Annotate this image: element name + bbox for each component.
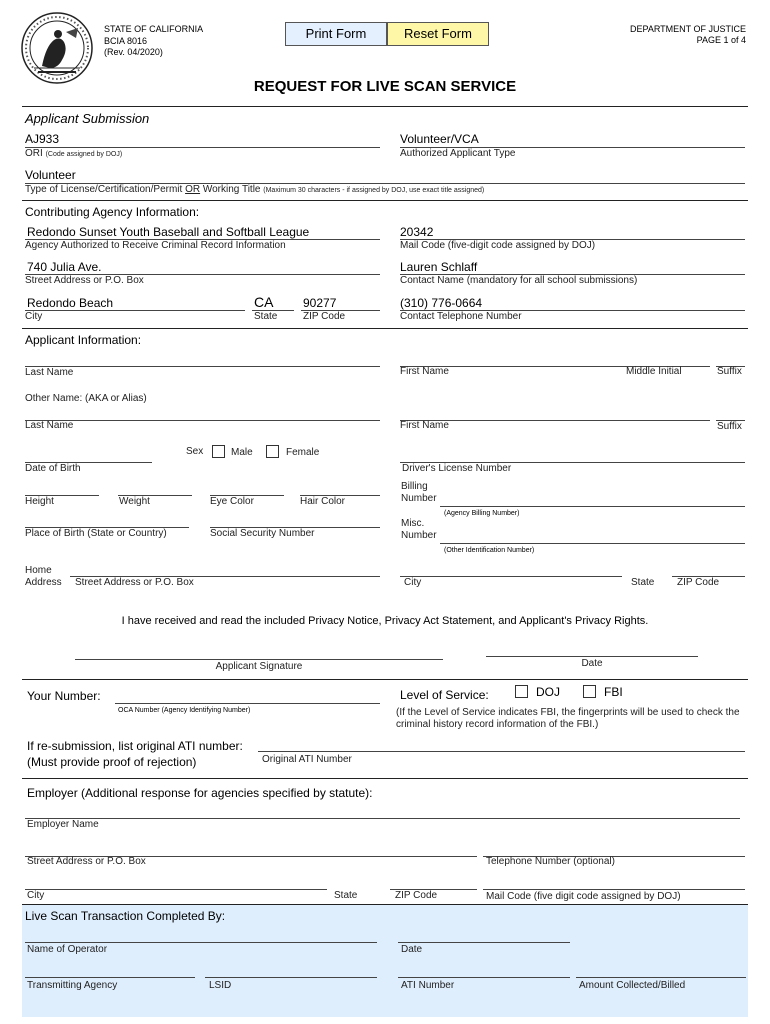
misc-label-1: Misc. <box>401 518 425 529</box>
place-of-birth-label: Place of Birth (State or Country) <box>25 528 167 539</box>
operator-name-label: Name of Operator <box>27 944 108 955</box>
billing-note: (Agency Billing Number) <box>444 510 520 517</box>
dob-label: Date of Birth <box>25 463 81 474</box>
privacy-statement: I have received and read the included Privacy Notice, Privacy Act Statement, and Applicant's Privacy Rights. <box>121 615 649 627</box>
agency-city-label: City <box>25 311 43 322</box>
form-number: BCIA 8016 <box>104 36 148 46</box>
home-state-label: State <box>631 577 655 588</box>
transmitting-agency-label: Transmitting Agency <box>27 980 118 991</box>
weight-label: Weight <box>119 496 150 507</box>
license-title-label: Type of License/Certification/Permit OR Working Title (Maximum 30 characters - if assigned by DOJ, use exact title assigned) <box>25 184 485 195</box>
home-zip-label: ZIP Code <box>677 577 720 588</box>
page-number: PAGE 1 of 4 <box>696 35 746 45</box>
height-label: Height <box>25 496 54 507</box>
signature-date-label: Date <box>581 658 603 669</box>
employer-street-label: Street Address or P.O. Box <box>27 856 146 867</box>
other-name-label: Other Name: (AKA or Alias) <box>25 393 147 404</box>
contributing-agency-heading: Contributing Agency Information: <box>25 205 200 219</box>
section-rule <box>22 106 748 107</box>
applicant-info-heading: Applicant Information: <box>25 333 142 347</box>
female-label: Female <box>286 447 320 458</box>
original-ati-field[interactable] <box>258 751 745 752</box>
agency-street-field[interactable]: 740 Julia Ave. <box>27 260 102 274</box>
agency-name-field[interactable]: Redondo Sunset Youth Baseball and Softball League <box>27 225 310 239</box>
contact-name-label: Contact Name (mandatory for all school submissions) <box>400 275 638 286</box>
resubmission-label-2: (Must provide proof of rejection) <box>27 755 197 769</box>
home-label-1: Home <box>25 565 52 576</box>
agency-state-label: State <box>254 311 278 322</box>
applicant-type-field[interactable]: Volunteer/VCA <box>400 132 479 146</box>
live-scan-section <box>22 904 748 1017</box>
contact-phone-label: Contact Telephone Number <box>400 311 522 322</box>
license-title-field[interactable]: Volunteer <box>25 168 76 182</box>
state-seal-icon <box>20 10 94 86</box>
ori-field[interactable]: AJ933 <box>25 132 60 146</box>
fbi-checkbox[interactable] <box>583 685 596 698</box>
employer-name-label: Employer Name <box>27 819 99 830</box>
original-ati-label: Original ATI Number <box>262 754 352 765</box>
agency-street-label: Street Address or P.O. Box <box>25 275 144 286</box>
level-of-service-label: Level of Service: <box>400 688 489 702</box>
doj-label: DOJ <box>536 685 560 699</box>
your-number-label: Your Number: <box>27 689 101 703</box>
state-label: STATE OF CALIFORNIA <box>104 24 204 34</box>
signature-label: Applicant Signature <box>215 661 303 672</box>
department-label: DEPARTMENT OF JUSTICE <box>629 24 746 34</box>
male-label: Male <box>231 447 253 458</box>
female-checkbox[interactable] <box>266 445 279 458</box>
live-scan-date-label: Date <box>401 944 423 955</box>
first-name-label: First Name <box>400 366 449 377</box>
mail-code-field[interactable]: 20342 <box>400 225 434 239</box>
hair-color-label: Hair Color <box>300 496 346 507</box>
ori-label: ORI (Code assigned by DOJ) <box>25 148 123 159</box>
billing-label-2: Number <box>401 493 437 504</box>
agency-city-field[interactable]: Redondo Beach <box>27 296 114 310</box>
applicant-type-label: Authorized Applicant Type <box>400 148 516 159</box>
employer-city-label: City <box>27 890 45 901</box>
amount-collected-label: Amount Collected/Billed <box>579 980 686 991</box>
employer-zip-label: ZIP Code <box>395 890 438 901</box>
print-form-button[interactable]: Print Form <box>285 22 387 46</box>
contact-phone-field[interactable]: (310) 776-0664 <box>400 296 483 310</box>
agency-zip-field[interactable]: 90277 <box>303 296 337 310</box>
agency-zip-label: ZIP Code <box>303 311 346 322</box>
applicant-submission-heading: Applicant Submission <box>25 111 150 126</box>
fbi-label: FBI <box>604 685 623 699</box>
aka-suffix-label: Suffix <box>717 421 742 432</box>
drivers-license-label: Driver's License Number <box>402 463 512 474</box>
home-label-2: Address <box>25 577 62 588</box>
male-checkbox[interactable] <box>212 445 225 458</box>
employer-mail-code-label: Mail Code (five digit code assigned by DOJ) <box>486 891 681 902</box>
form-title: REQUEST FOR LIVE SCAN SERVICE <box>253 78 517 95</box>
agency-name-label: Agency Authorized to Receive Criminal Record Information <box>25 240 286 251</box>
middle-initial-label: Middle Initial <box>626 366 682 377</box>
lsid-label: LSID <box>209 980 232 991</box>
agency-state-field[interactable]: CA <box>254 294 274 310</box>
reset-form-button[interactable]: Reset Form <box>387 22 489 46</box>
ssn-label: Social Security Number <box>210 528 315 539</box>
contact-name-field[interactable]: Lauren Schlaff <box>400 260 478 274</box>
home-city-label: City <box>404 577 422 588</box>
your-number-field[interactable] <box>115 703 380 704</box>
home-street-label: Street Address or P.O. Box <box>75 577 194 588</box>
aka-first-name-label: First Name <box>400 420 449 431</box>
employer-heading: Employer (Additional response for agencies specified by statute): <box>27 786 373 800</box>
last-name-label: Last Name <box>25 367 74 378</box>
misc-note: (Other Identification Number) <box>444 547 535 554</box>
eye-color-label: Eye Color <box>210 496 254 507</box>
ati-number-label: ATI Number <box>401 980 455 991</box>
misc-label-2: Number <box>401 530 437 541</box>
billing-label-1: Billing <box>401 481 428 492</box>
form-revision: (Rev. 04/2020) <box>104 47 163 57</box>
live-scan-heading: Live Scan Transaction Completed By: <box>25 909 226 923</box>
resubmission-label-1: If re-submission, list original ATI number: <box>27 739 243 753</box>
employer-state-label: State <box>334 890 358 901</box>
sex-label: Sex <box>186 446 204 457</box>
fbi-note-line-1: (If the Level of Service indicates FBI, the fingerprints will be used to check the <box>396 707 740 718</box>
employer-phone-label: Telephone Number (optional) <box>486 856 615 867</box>
fbi-note-line-2: criminal history record information of the FBI.) <box>396 719 599 730</box>
oca-note: OCA Number (Agency Identifying Number) <box>118 707 251 714</box>
suffix-label: Suffix <box>717 366 742 377</box>
mail-code-label: Mail Code (five-digit code assigned by DOJ) <box>400 240 596 251</box>
aka-last-name-label: Last Name <box>25 420 74 431</box>
doj-checkbox[interactable] <box>515 685 528 698</box>
